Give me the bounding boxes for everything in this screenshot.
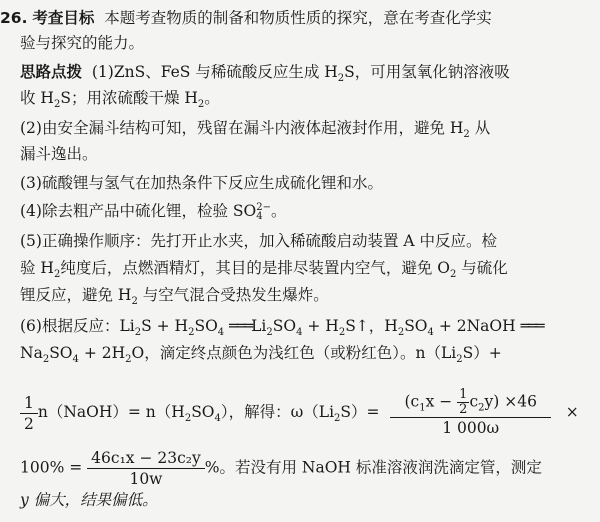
fraction-one-half: $\frac{1}{2}$ [20, 393, 38, 434]
approach-line-2: 收 $H_2S$；用浓硫酸干燥 $H_2$。 [20, 89, 220, 111]
approach-line-1: 思路点拨 (1)ZnS、FeS 与稀硫酸反应生成 $H_2S$，可用氢氧化钠溶液吸 [20, 63, 510, 85]
approach-line-3: (2)由安全漏斗结构可知，残留在漏斗内液体起液封作用，避免 $H_2$ 从 [20, 119, 491, 141]
goal-text-cont: 验与探究的能力。 [20, 34, 145, 52]
approach-line-4: 漏斗逸出。 [20, 145, 98, 163]
approach-line-13: 100% = $\frac{\text{46c₁x − 23c₂y}}{10w}$ %。若没有用 NaOH 标准溶液润洗滴定管，测定 [20, 449, 542, 488]
fraction-mass-fraction: ($c_1x$ − $\frac{1}{2}$ $c_2y) \times 46$ 1 000ω [390, 388, 551, 438]
approach-line-14: y 偏大，结果偏低。 [20, 491, 158, 509]
section-label-goal: 考查目标 [32, 9, 95, 27]
fraction-inner-half: $\frac{1}{2}$ [459, 387, 468, 417]
section-label-approach: 思路点拨 [20, 63, 83, 81]
approach-line-6: (4)除去粗产品中硫化锂，检验 SO 2− 4 。 [20, 202, 287, 222]
approach-line-8: 验 $H_2$纯度后，点燃酒精灯，其目的是排尽装置内空气，避免 $O_2$ 与硫化 [20, 259, 508, 281]
approach-line-9: 锂反应，避免 $H_2$ 与空气混合受热发生爆炸。 [20, 286, 329, 308]
fraction-result: $\frac{\text{46c₁x − 23c₂y}}{10w}$ [87, 448, 205, 489]
approach-line-12: $\frac{1}{2}$ n（NaOH）= $n(H_2SO_4)$，解得：$\omega(Li_2S)=$ ($c_1x$ − $\frac{1}{2}$ $c_2y) \times 46$ 1 000ω × [20, 388, 579, 438]
approach-line-7: (5)正确操作顺序：先打开止水夹，加入稀硫酸启动装置 A 中反应。检 [20, 232, 498, 250]
header-line [0, 8, 492, 28]
approach-line-5: (3)硫酸锂与氢气在加热条件下反应生成硫化锂和水。 [20, 174, 383, 192]
approach-line-10: (6)根据反应：$Li_2S + H_2SO_4$ $═══Li_2SO_4$ + $H_2S↑$，$H_2SO_4$ + 2NaOH ═══ [20, 317, 543, 339]
question-number: 26. [0, 9, 28, 27]
approach-line-11: $Na_2SO_4 + 2H_2O$，滴定终点颜色为浅红色（或粉红色）。$n(Li_2S)+$ [20, 344, 502, 366]
goal-text: 本题考查物质的制备和物质性质的探究，意在考查化学实 [104, 9, 492, 27]
